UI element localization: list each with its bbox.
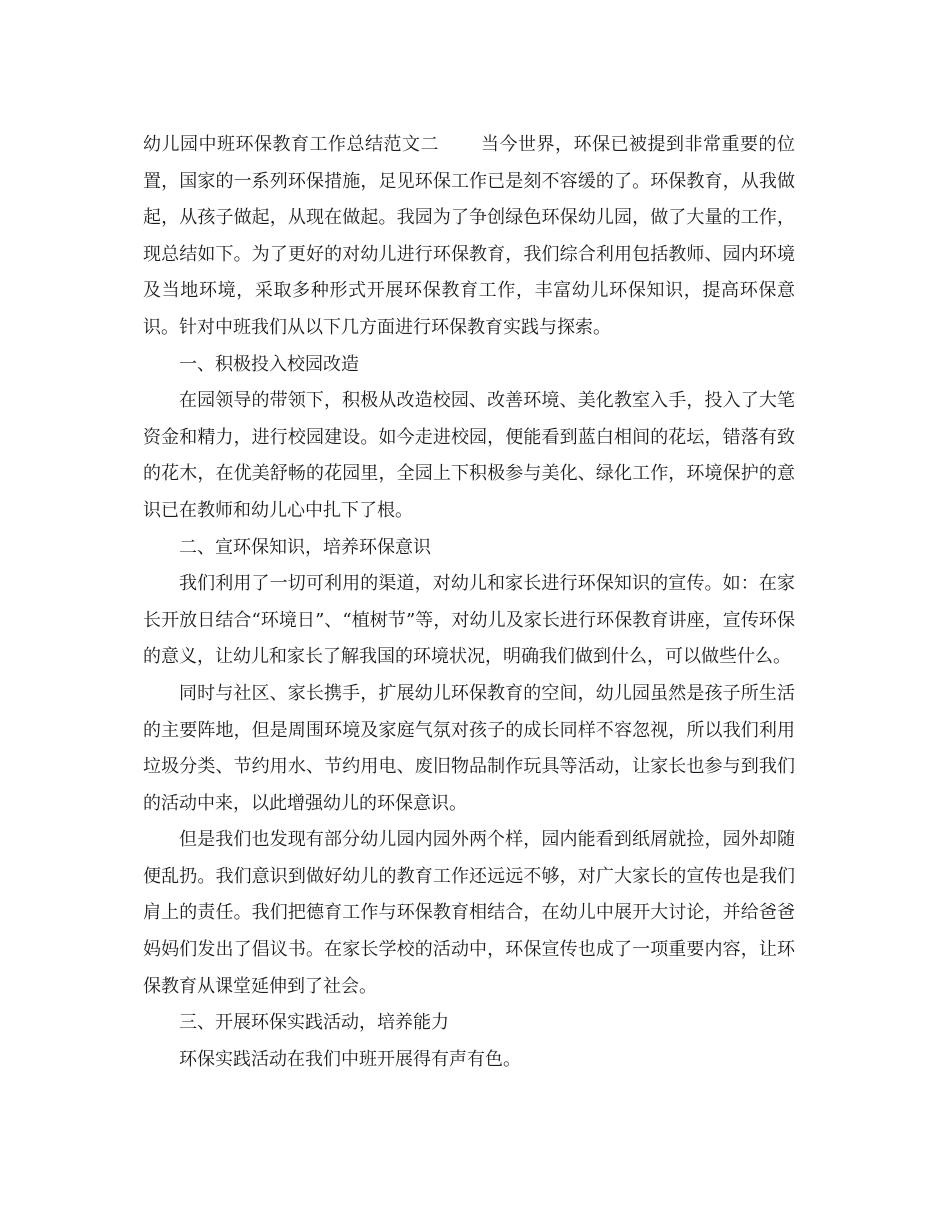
section3-paragraph: 环保实践活动在我们中班开展得有声有色。 [179, 1048, 521, 1070]
section2-heading: 二、宣环保知识，培养环保意识 [179, 536, 431, 558]
intro-paragraph [143, 127, 795, 347]
section2-paragraph-3: 但是我们也发现有部分幼儿园内园外两个样，园内能看到纸屑就捡，园外却随便乱扔。我们意识到做好幼儿的教育工作还远远不够，对广大家长的宣传也是我们肩上的责任。我们把德育工作与环保教育相结合，在幼儿中展开大讨论，并给爸爸妈妈们发出了倡议书。在家长学校的活动中，环保宣传也成了一项重要内容，让环保教育从课堂延伸到了社会。 [143, 829, 795, 997]
intro-text: 当今世界，环保已被提到非常重要的位置，国家的一系列环保措施，足见环保工作已是刻不容缓的了。环保教育，从我做起，从孩子做起，从现在做起。我园为了争创绿色环保幼儿园，做了大量的工作，现总结如下。为了更好的对幼儿进行环保教育，我们综合利用包括教师、园内环境及当地环境，采取多种形式开展环保教育工作，丰富幼儿环保知识，提高环保意识。针对中班我们从以下几方面进行环保教育实践与探索。 [143, 134, 795, 338]
section3-heading: 三、开展环保实践活动，培养能力 [179, 1012, 449, 1034]
section2-paragraph-1: 我们利用了一切可利用的渠道，对幼儿和家长进行环保知识的宣传。如：在家长开放日结合“环境日”、“植树节”等，对幼儿及家长进行环保教育讲座，宣传环保的意义，让幼儿和家长了解我国的环境状况，明确我们做到什么，可以做些什么。 [143, 573, 795, 668]
section2-paragraph-2: 同时与社区、家长携手，扩展幼儿环保教育的空间，幼儿园虽然是孩子所生活的主要阵地，但是周围环境及家庭气氛对孩子的成长同样不容忽视，所以我们利用垃圾分类、节约用水、节约用电、废旧物品制作玩具等活动，让家长也参与到我们的活动中来，以此增强幼儿的环保意识。 [143, 682, 795, 814]
document-title: 幼儿园中班环保教育工作总结范文二 [143, 134, 439, 155]
section1-paragraph: 在园领导的带领下，积极从改造校园、改善环境、美化教室入手，投入了大笔资金和精力，进行校园建设。如今走进校园，便能看到蓝白相间的花坛，错落有致的花木，在优美舒畅的花园里，全园上下积极参与美化、绿化工作，环境保护的意识已在教师和幼儿心中扎下了根。 [143, 390, 795, 521]
section1-heading: 一、积极投入校园改造 [179, 353, 359, 375]
document-body [143, 127, 795, 1078]
